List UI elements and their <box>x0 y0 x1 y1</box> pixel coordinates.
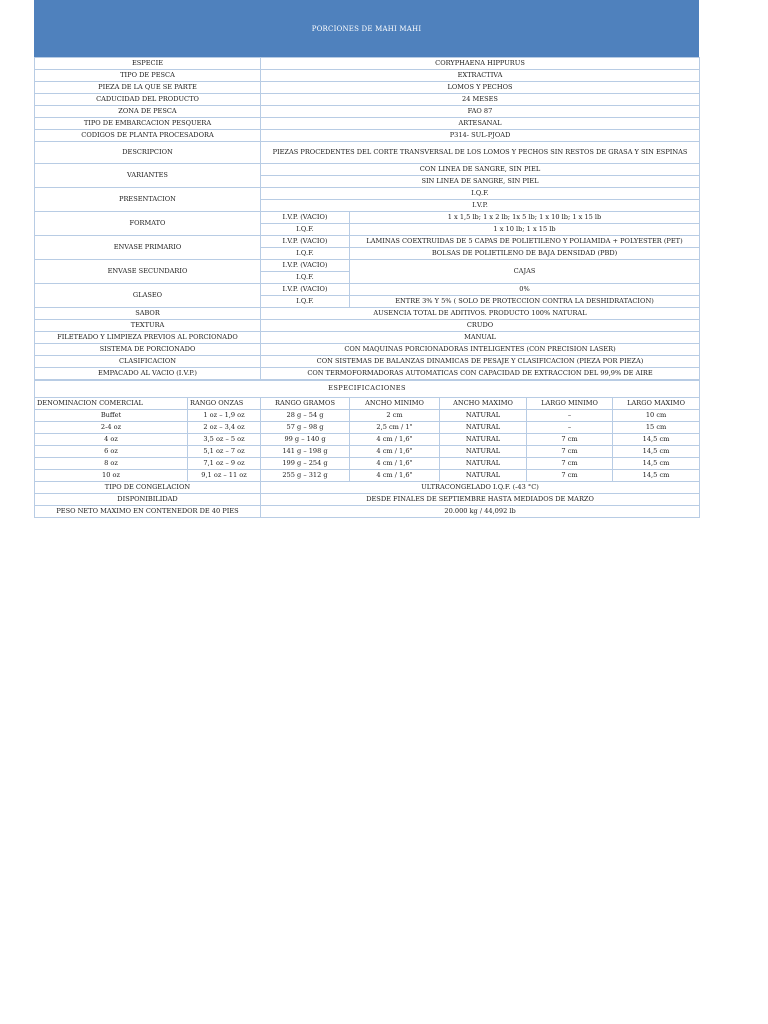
table-cell: 7 cm <box>527 458 613 470</box>
table-cell: 3,5 oz – 5 oz <box>188 434 261 446</box>
table-row <box>35 344 700 356</box>
table-header-row <box>35 398 700 410</box>
table-row <box>35 410 700 422</box>
table-row <box>35 381 700 398</box>
table-cell: 9,1 oz – 11 oz <box>188 470 261 482</box>
table-cell: 4 cm / 1,6" <box>350 434 440 446</box>
row-value: 24 MESES <box>261 94 700 106</box>
row-label: CADUCIDAD DEL PRODUCTO <box>35 94 261 106</box>
table-row <box>35 70 700 82</box>
column-header: RANGO ONZAS <box>188 398 261 410</box>
row-value: AUSENCIA TOTAL DE ADITIVOS. PRODUCTO 100% NATURAL <box>261 308 700 320</box>
row-label: SISTEMA DE PORCIONADO <box>35 344 261 356</box>
row-label: DISPONIBILIDAD <box>35 494 261 506</box>
column-header: LARGO MINIMO <box>527 398 613 410</box>
table-row <box>35 58 700 70</box>
row-sub: I.Q.F. <box>261 248 350 260</box>
row-label: TIPO DE PESCA <box>35 70 261 82</box>
row-value: 1 x 1,5 lb; 1 x 2 lb; 1x 5 lb; 1 x 10 lb; 1 x 15 lb <box>350 212 700 224</box>
row-value: CON MAQUINAS PORCIONADORAS INTELIGENTES (CON PRECISION LASER) <box>261 344 700 356</box>
product-spec-table <box>34 57 700 380</box>
row-value: CON LINEA DE SANGRE, SIN PIEL <box>261 164 700 176</box>
table-cell: NATURAL <box>440 458 527 470</box>
table-cell: 199 g – 254 g <box>261 458 350 470</box>
row-sub: I.Q.F. <box>261 224 350 236</box>
row-sub: I.Q.F. <box>261 272 350 284</box>
table-row <box>35 164 700 176</box>
row-value: LAMINAS COEXTRUIDAS DE 5 CAPAS DE POLIETILENO Y POLIAMIDA + POLYESTER (PET) <box>350 236 700 248</box>
column-header: ANCHO MAXIMO <box>440 398 527 410</box>
row-label: ZONA DE PESCA <box>35 106 261 118</box>
table-cell: 7 cm <box>527 470 613 482</box>
table-cell: 15 cm <box>613 422 700 434</box>
table-row <box>35 368 700 380</box>
row-value: CORYPHAENA HIPPURUS <box>261 58 700 70</box>
table-row <box>35 356 700 368</box>
sheet-title: PORCIONES DE MAHI MAHI <box>34 0 699 57</box>
row-label: CLASIFICACION <box>35 356 261 368</box>
table-cell: 4 cm / 1,6" <box>350 446 440 458</box>
table-row <box>35 284 700 296</box>
table-cell: 14,5 cm <box>613 458 700 470</box>
row-sub: I.V.P. (VACIO) <box>261 236 350 248</box>
row-value: ULTRACONGELADO I.Q.F. (-43 °C) <box>261 482 700 494</box>
table-cell: 2 cm <box>350 410 440 422</box>
row-value: CRUDO <box>261 320 700 332</box>
table-cell: Buffet <box>35 410 188 422</box>
row-label: SABOR <box>35 308 261 320</box>
table-cell: 4 cm / 1,6" <box>350 470 440 482</box>
table-row <box>35 142 700 164</box>
row-label: CODIGOS DE PLANTA PROCESADORA <box>35 130 261 142</box>
row-sub: I.Q.F. <box>261 296 350 308</box>
row-value: CAJAS <box>350 260 700 284</box>
row-value: PIEZAS PROCEDENTES DEL CORTE TRANSVERSAL DE LOS LOMOS Y PECHOS SIN RESTOS DE GRASA Y SIN ESPINAS <box>261 142 700 164</box>
row-value: FAO 87 <box>261 106 700 118</box>
table-row <box>35 94 700 106</box>
row-value: LOMOS Y PECHOS <box>261 82 700 94</box>
row-value: BOLSAS DE POLIETILENO DE BAJA DENSIDAD (PBD) <box>350 248 700 260</box>
table-cell: 5,1 oz – 7 oz <box>188 446 261 458</box>
row-sub: I.V.P. (VACIO) <box>261 284 350 296</box>
row-label: FORMATO <box>35 212 261 236</box>
table-cell: 4 oz <box>35 434 188 446</box>
table-cell: 2 oz – 3,4 oz <box>188 422 261 434</box>
row-sub: I.V.P. (VACIO) <box>261 212 350 224</box>
table-row <box>35 106 700 118</box>
row-value: ARTESANAL <box>261 118 700 130</box>
table-row <box>35 482 700 494</box>
table-cell: 57 g – 98 g <box>261 422 350 434</box>
row-label: PIEZA DE LA QUE SE PARTE <box>35 82 261 94</box>
table-row <box>35 506 700 518</box>
row-value: 1 x 10 lb; 1 x 15 lb <box>350 224 700 236</box>
table-row <box>35 82 700 94</box>
table-row <box>35 434 700 446</box>
row-label: PRESENTACION <box>35 188 261 212</box>
table-row <box>35 260 700 272</box>
row-label: TIPO DE EMBARCACION PESQUERA <box>35 118 261 130</box>
table-row <box>35 118 700 130</box>
table-cell: – <box>527 422 613 434</box>
row-label: EMPACADO AL VACIO (I.V.P.) <box>35 368 261 380</box>
table-cell: 1 oz – 1,9 oz <box>188 410 261 422</box>
row-value: EXTRACTIVA <box>261 70 700 82</box>
row-value: 20.000 kg / 44,092 lb <box>261 506 700 518</box>
table-row <box>35 458 700 470</box>
row-value: DESDE FINALES DE SEPTIEMBRE HASTA MEDIADOS DE MARZO <box>261 494 700 506</box>
table-cell: NATURAL <box>440 446 527 458</box>
row-label: DESCRIPCION <box>35 142 261 164</box>
table-cell: 8 oz <box>35 458 188 470</box>
row-sub: I.V.P. (VACIO) <box>261 260 350 272</box>
row-value: CON SISTEMAS DE BALANZAS DINAMICAS DE PESAJE Y CLASIFICACION (PIEZA POR PIEZA) <box>261 356 700 368</box>
column-header: ANCHO MINIMO <box>350 398 440 410</box>
row-value: SIN LINEA DE SANGRE, SIN PIEL <box>261 176 700 188</box>
row-label: GLASEO <box>35 284 261 308</box>
table-cell: 10 oz <box>35 470 188 482</box>
row-value: I.Q.F. <box>261 188 700 200</box>
row-value: I.V.P. <box>261 200 700 212</box>
table-row <box>35 470 700 482</box>
table-cell: 7 cm <box>527 446 613 458</box>
table-cell: NATURAL <box>440 434 527 446</box>
table-row <box>35 188 700 200</box>
table-row <box>35 320 700 332</box>
row-label: ENVASE SECUNDARIO <box>35 260 261 284</box>
row-label: VARIANTES <box>35 164 261 188</box>
table-cell: 10 cm <box>613 410 700 422</box>
row-label: ENVASE PRIMARIO <box>35 236 261 260</box>
column-header: DENOMINACION COMERCIAL <box>35 398 188 410</box>
row-label: ESPECIE <box>35 58 261 70</box>
table-row <box>35 332 700 344</box>
table-cell: – <box>527 410 613 422</box>
row-value: 0% <box>350 284 700 296</box>
row-value: MANUAL <box>261 332 700 344</box>
table-cell: NATURAL <box>440 422 527 434</box>
row-label: FILETEADO Y LIMPIEZA PREVIOS AL PORCIONADO <box>35 332 261 344</box>
table-cell: 7 cm <box>527 434 613 446</box>
table-row <box>35 130 700 142</box>
table-cell: 14,5 cm <box>613 470 700 482</box>
table-cell: 141 g – 198 g <box>261 446 350 458</box>
row-label: PESO NETO MAXIMO EN CONTENEDOR DE 40 PIES <box>35 506 261 518</box>
spec-sheet <box>34 0 699 518</box>
table-cell: 14,5 cm <box>613 434 700 446</box>
table-cell: 255 g – 312 g <box>261 470 350 482</box>
table-row <box>35 494 700 506</box>
table-cell: NATURAL <box>440 410 527 422</box>
row-value: CON TERMOFORMADORAS AUTOMATICAS CON CAPACIDAD DE EXTRACCION DEL 99,9% DE AIRE <box>261 368 700 380</box>
table-row <box>35 236 700 248</box>
row-value: ENTRE 3% Y 5% ( SOLO DE PROTECCION CONTRA LA DESHIDRATACION) <box>350 296 700 308</box>
row-label: TEXTURA <box>35 320 261 332</box>
table-cell: 28 g – 54 g <box>261 410 350 422</box>
table-row <box>35 308 700 320</box>
table-row <box>35 446 700 458</box>
table-row <box>35 422 700 434</box>
table-cell: 14,5 cm <box>613 446 700 458</box>
table-cell: 7,1 oz – 9 oz <box>188 458 261 470</box>
specifications-table <box>34 380 700 518</box>
table-cell: 6 oz <box>35 446 188 458</box>
table-cell: NATURAL <box>440 470 527 482</box>
table-cell: 2,5 cm / 1" <box>350 422 440 434</box>
table-row <box>35 212 700 224</box>
column-header: RANGO GRAMOS <box>261 398 350 410</box>
row-label: TIPO DE CONGELACION <box>35 482 261 494</box>
table-cell: 2-4 oz <box>35 422 188 434</box>
table-cell: 99 g – 140 g <box>261 434 350 446</box>
row-value: P314- SUL-PJOAD <box>261 130 700 142</box>
table-cell: 4 cm / 1,6" <box>350 458 440 470</box>
column-header: LARGO MAXIMO <box>613 398 700 410</box>
specifications-title: ESPECIFICACIONES <box>35 381 700 398</box>
